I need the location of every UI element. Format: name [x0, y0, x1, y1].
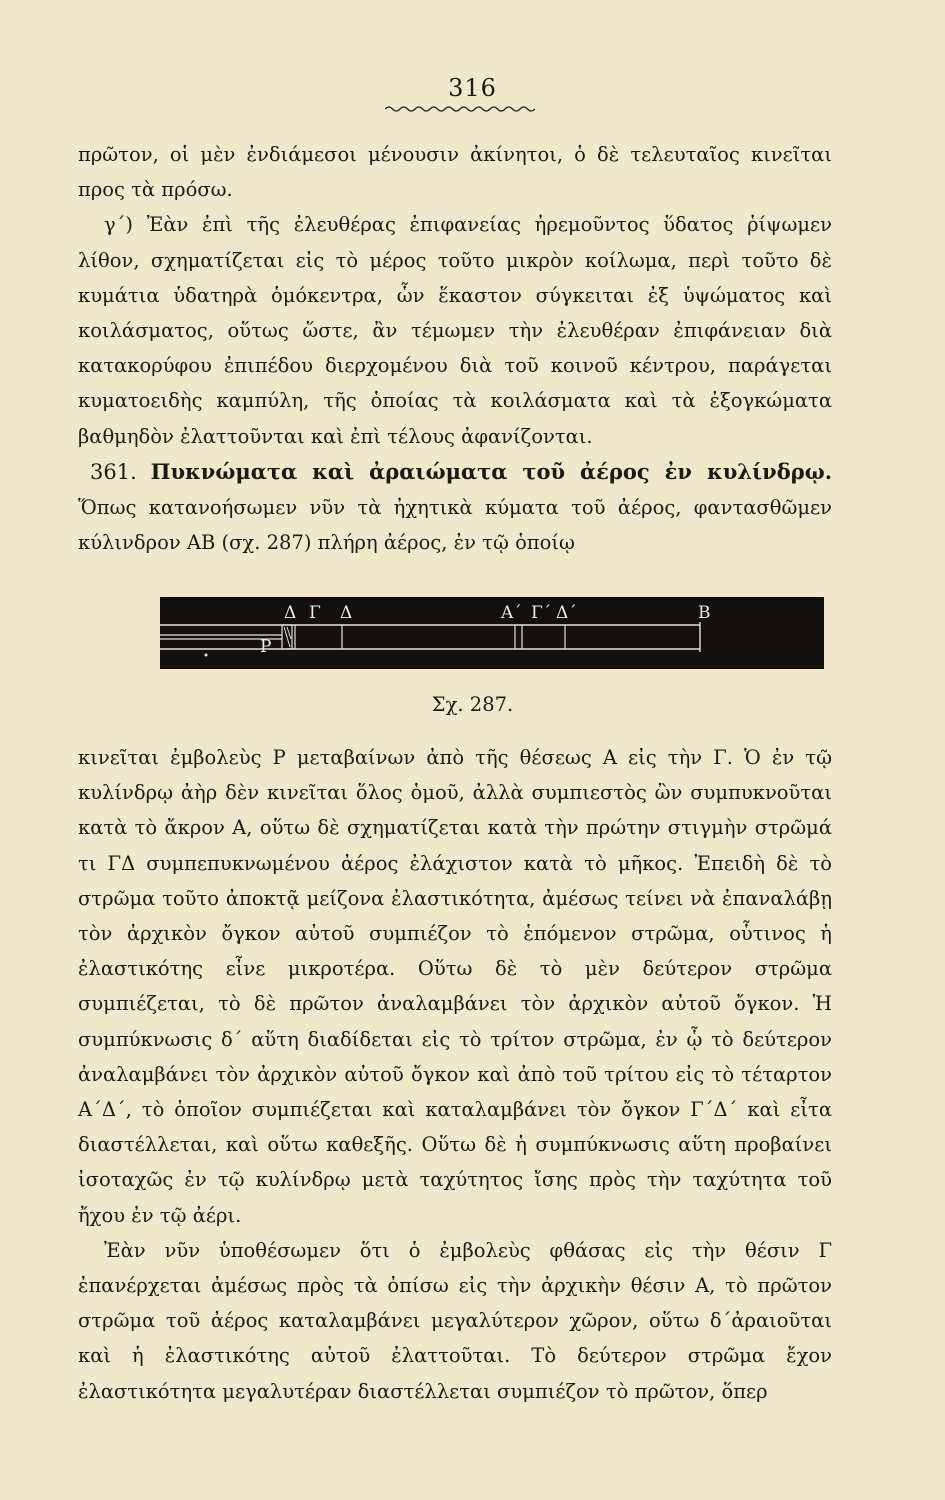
piston-hatch — [287, 627, 291, 639]
cylinder-diagram — [160, 597, 824, 669]
section-text: Ὅπως κατανοήσωμεν νῦν τὰ ἠχητικὰ κύματα τοῦ ἀέρος, φαντασθῶμεν κύλινδρον ΑΒ (σχ. 287) πλήρη ἀέρος, ἐν τῷ ὁποίῳ — [78, 496, 832, 555]
label-gamma-1: Γ — [309, 603, 321, 623]
label-alpha-prime: Α΄ — [501, 603, 522, 623]
section-number: 361. — [90, 459, 137, 484]
label-delta-2: Δ — [340, 603, 353, 623]
paragraph: Ἐὰν νῦν ὑποθέσωμεν ὅτι ὁ ἐμβολεὺς φθάσας εἰς τὴν θέσιν Γ ἐπανέρχεται ἀμέσως πρὸς τὰ ὀπίσω εἰς τὴν ἀρχικὴν θέσιν Α, τὸ πρῶτον στρῶμα τοῦ ἀέρος καταλαμβάνει μεγαλύτερον χῶρον, οὕτω δ΄ἀραιοῦται καὶ ἡ ἐλαστικότης αὐτοῦ ἐλαττοῦται. Τὸ δεύτερον στρῶμα ἔχον ἐλαστικότητα μεγαλυτέραν διαστέλλεται συμπιέζον τὸ πρῶτον, ὅπερ — [78, 1238, 832, 1403]
paragraph: γ΄) Ἐὰν ἐπὶ τῆς ἐλευθέρας ἐπιφανείας ἠρεμοῦντος ὕδατος ῥίψωμεν λίθον, σχηματίζεται εἰς τὸ μέρος τοῦτο μικρὸν κοίλωμα, περὶ τοῦτο δὲ κυμάτια ὑδατηρὰ ὁμόκεντρα, ὧν ἕκαστον σύγκειται ἐξ ὑψώματος καὶ κοιλάσματος, οὕτως ὥστε, ἂν τέμωμεν τὴν ἐλευθέραν ἐπιφάνειαν διὰ κατακορύφου ἐπιπέδου διερχομένου διὰ τοῦ κοινοῦ κέντρου, παράγεται κυματοειδὴς καμπύλη, τῆς ὁποίας τὰ κοιλάσματα καὶ τὰ ἐξογκώματα βαθμηδὸν ἐλαττοῦνται καὶ ἐπὶ τέλους ἀφανίζονται. — [78, 213, 832, 448]
figure-speck — [205, 654, 208, 657]
text-block-top — [78, 137, 832, 560]
piston-hatch — [284, 627, 290, 647]
text-block-bottom — [78, 740, 832, 1409]
figure-caption: Σχ. 287. — [431, 693, 514, 716]
section-paragraph — [78, 454, 832, 561]
label-delta-prime: Δ΄ — [556, 603, 577, 623]
figure-cylinder — [160, 597, 824, 669]
paragraph: κινεῖται ἐμβολεὺς Ρ μεταβαίνων ἀπὸ τῆς θέσεως Α εἰς τὴν Γ. Ὁ ἐν τῷ κυλίνδρῳ ἀὴρ δὲν κινεῖται ὅλος ὁμοῦ, ἀλλὰ συμπιεστὸς ὢν συμπυκνοῦται κατὰ τὸ ἄκρον Α, οὕτω δὲ σχηματίζεται κατὰ τὴν πρώτην στιγμὴν στρῶμά τι ΓΔ συμπεπυκνωμένου ἀέρος ἐλάχιστον κατὰ τὸ μῆκος. Ἐπειδὴ δὲ τὸ στρῶμα τοῦτο ἀποκτᾷ μείζονα ἐλαστικότητα, ἀμέσως τείνει νὰ ἐπαναλάβῃ τὸν ἀρχικὸν ὄγκον αὐτοῦ συμπιέζον τὸ ἑπόμενον στρῶμα, οὗτινος ἡ ἐλαστικότης εἶνε μικροτέρα. Οὕτω δὲ τὸ μὲν δεύτερον στρῶμα συμπιέζεται, τὸ δὲ πρῶτον ἀναλαμβάνει τὸν ἀρχικὸν αὐτοῦ ὄγκον. Ἡ συμπύκνωσις δ΄ αὕτη διαδίδεται εἰς τὸ τρίτον στρῶμα, ἐν ᾧ τὸ δεύτερον ἀναλαμβάνει τὸν ἀρχικὸν αὐτοῦ ὄγκον καὶ ἀπὸ τοῦ τρίτου εἰς τὸ τέταρτον Α΄Δ΄, τὸ ὁποῖον συμπιέζεται καὶ καταλαμβάνει τὸν ὄγκον Γ΄Δ΄ καὶ εἶτα διαστέλλεται, καὶ οὕτω καθεξῆς. Οὕτω δὲ ἡ συμπύκνωσις αὕτη προβαίνει ἰσοταχῶς ἐν τῷ κυλίνδρῳ μετὰ ταχύτητος ἴσης πρὸς τὴν ταχύτητα τοῦ ἤχου ἐν τῷ ἀέρι. — [78, 746, 832, 1227]
label-gamma-prime: Γ΄ — [531, 603, 552, 623]
page-number: 316 — [448, 74, 497, 102]
paragraph: πρῶτον, οἱ μὲν ἐνδιάμεσοι μένουσιν ἀκίνητοι, ὁ δὲ τελευταῖος κινεῖται προς τὰ πρόσω. — [78, 143, 832, 202]
label-p: Ρ — [260, 637, 272, 657]
ornament-divider — [385, 104, 535, 114]
section-title: Πυκνώματα καὶ ἀραιώματα τοῦ ἀέρος ἐν κυλίνδρῳ. — [150, 458, 833, 484]
label-b: Β — [698, 603, 711, 623]
label-delta-1: Δ — [284, 603, 297, 623]
